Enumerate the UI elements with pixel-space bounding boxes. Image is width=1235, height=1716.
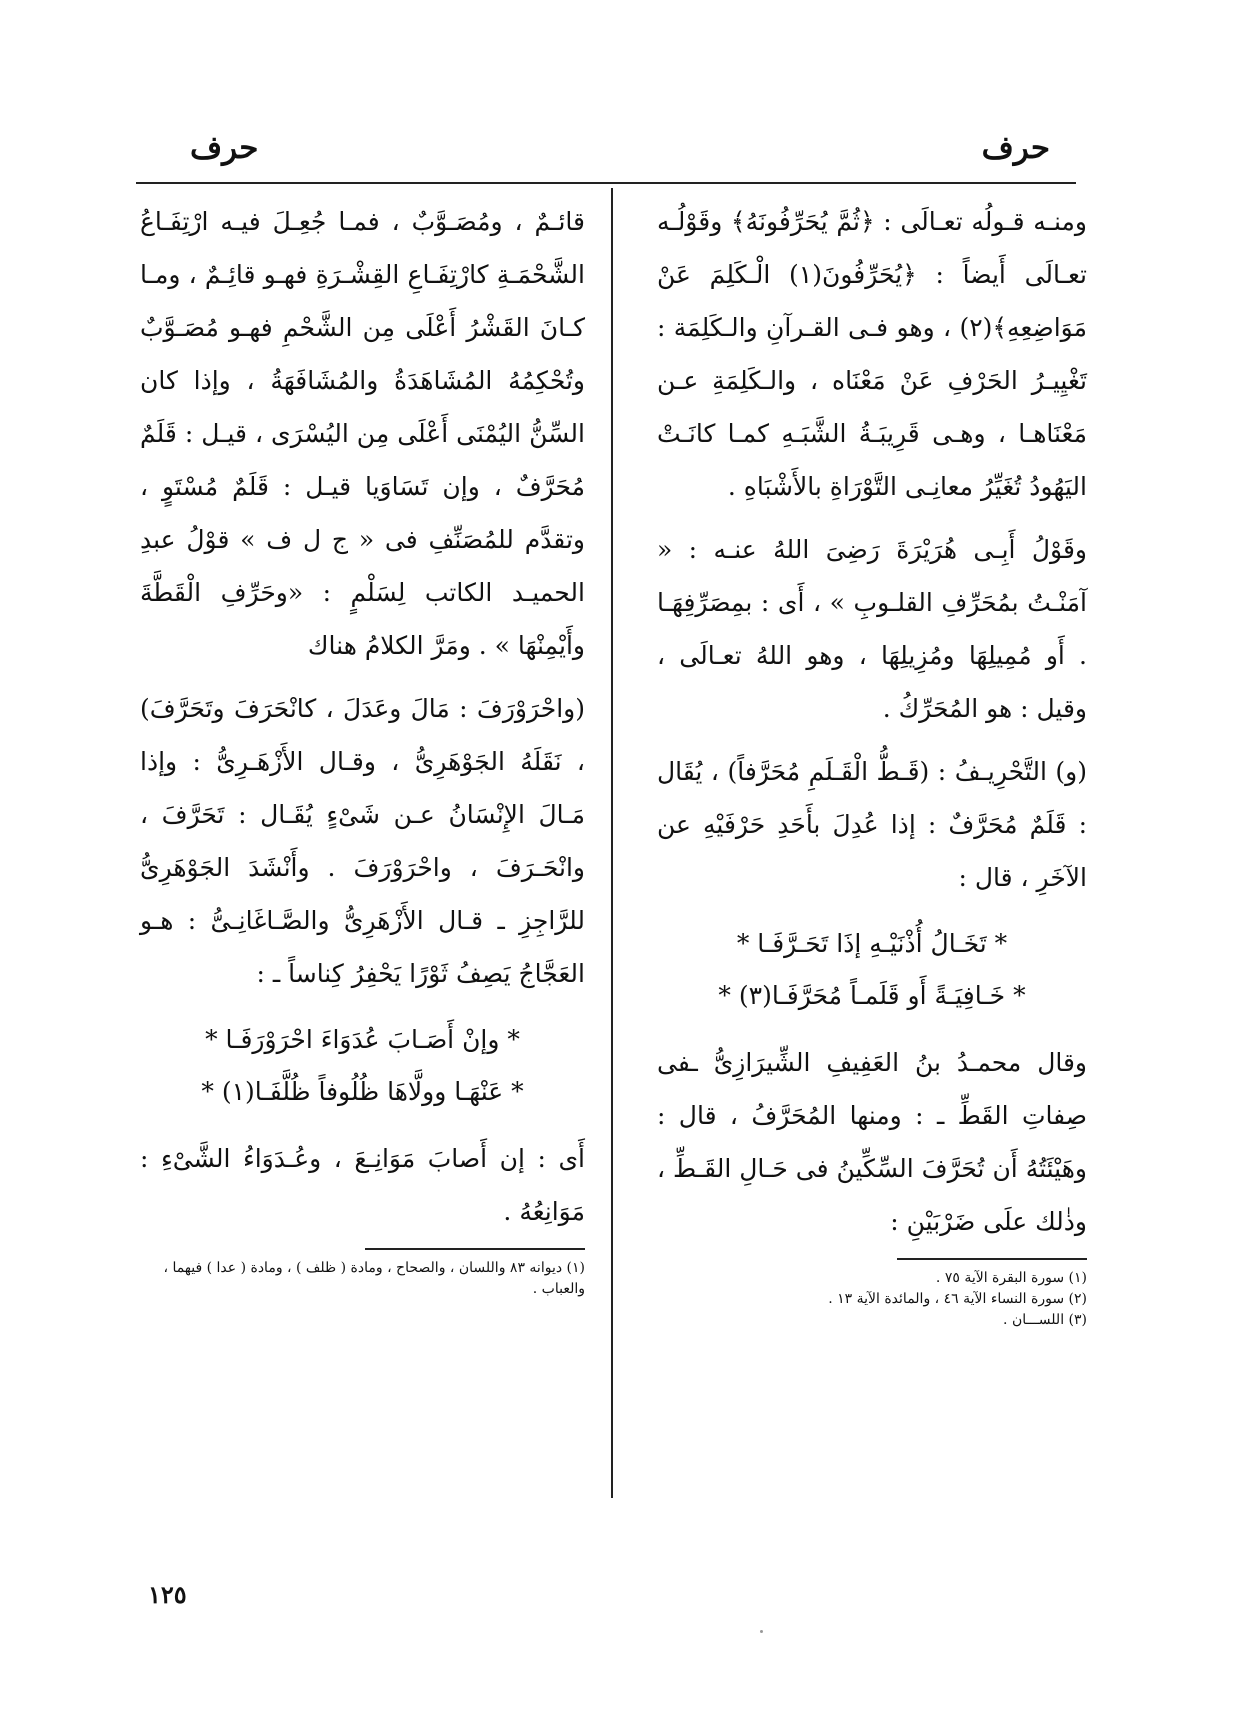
left-verse-block [140,1014,585,1118]
right-footnote-rule [897,1258,1087,1260]
left-footnote-1: (١) ديوانه ٨٣ واللسان ، والصحاح ، ومادة ( ظلف ) ، ومادة ( عدا ) فيهما ، والعباب . [163,1260,585,1297]
right-paragraph-3: (و) التَّحْرِيـفُ : (قَـطُّ الْقَـلَمِ مُحَرَّفاً) ، يُقَال : قَلَمٌ مُحَرَّفٌ : إذا عُدِلَ بأَحَدِ حَرْفَيْهِ عن الآخَرِ ، قال : [657,757,1087,892]
right-verse-line-1: * تَخَـالُ أُذْنَيْـهِ إذَا تَحَـرَّفَـا * [736,929,1008,958]
right-verse-block [657,918,1087,1022]
right-footnote-2: (٢) سورة النساء الآية ٤٦ ، والمائدة الآية ١٣ . [828,1291,1087,1307]
column-divider [611,188,613,1498]
left-column [140,195,585,1300]
running-header-right: حرف [981,130,1050,166]
left-paragraph-3: أَى : إن أَصابَ مَوَانِـعَ ، وعُـدَوَاءُ الشَّىْءِ : مَوَانِعُهُ . [140,1144,585,1226]
right-paragraph-1: ومنـه قـولُه تعـالَى : ﴿ثُمَّ يُحَرِّفُونَهُ﴾ وقَوْلُـه تعـالَى أَيضاً : ﴿يُحَرِّفُونَ(١) الْـكَلِمَ عَنْ مَوَاضِعِهِ﴾(٢) ، وهو فـى القـرآنِ والـكَلِمَة : تَغْيِيـرُ الحَرْفِ عَنْ مَعْنَاه ، والـكَلِمَةِ عـن مَعْنَاهـا ، وهـى قَرِيبَـةُ الشَّبَـهِ كمـا كانَـتْ اليَهُودُ تُغَيِّرُ معانِـى التَّوْرَاةِ بالأَشْبَاهِ . [657,207,1088,501]
left-verse-line-1: * وإنْ أَصَـابَ عُدَوَاءَ احْرَوْرَفَـا * [205,1025,520,1054]
right-footnote-3: (٣) اللســـان . [1003,1312,1087,1328]
left-verse-line-2: * عَنْهَـا وولَّاهَا ظُلُوفاً ظُلَّفَـا(١) * [201,1077,524,1106]
paper-speck [760,1630,763,1633]
left-footnote-rule [365,1248,585,1250]
right-verse-line-2: * خَـافِيَـةً أَو قَلَمـاً مُحَرَّفَـا(٣) * [718,981,1026,1010]
right-footnote-1: (١) سورة البقرة الآية ٧٥ . [935,1270,1087,1286]
running-header-left: حرف [190,130,259,166]
page-number: ١٢٥ [148,1580,187,1609]
right-paragraph-2: وقَوْلُ أَبِـى هُرَيْرَةَ رَضِىَ اللهُ عنـه : « آمَنْـتُ بمُحَرِّفِ القلـوبِ » ، أَى : بمِصَرِّفِهَـا . أَو مُمِيلِهَا ومُزِيلِهَا ، وهو اللهُ تعـالَى ، وقيل : هو المُحَرِّكُ . [657,535,1087,723]
header-rule [136,182,1076,184]
left-paragraph-2: (واحْرَوْرَفَ : مَالَ وعَدَلَ ، كانْحَرَفَ وتَحَرَّفَ) ، نَقَلَهُ الجَوْهَرِىُّ ، وقـال الأَزْهَـرِىُّ : وإذا مَـالَ الإِنْسَانُ عـن شَىْءٍ يُقَـال : تَحَرَّفَ ، وانْحَـرَفَ ، واحْرَوْرَفَ . وأَنْشَدَ الجَوْهَرِىُّ للرَّاجِزِ ـ قـال الأَزْهَرِىُّ والصَّـاغَانِـىُّ : هـو العَجَّاجُ يَصِفُ ثَوْرًا يَحْفِرُ كِناساً ـ : [140,694,585,988]
right-column [657,195,1087,1331]
left-paragraph-1: قائـمٌ ، ومُصَـوَّبٌ ، فمـا جُعِـلَ فيـه ارْتِفَـاعُ الشَّحْمَـةِ كارْتِفَـاعِ القِشْـرَةِ فهـو قائِـمٌ ، ومـا كـانَ القَشْرُ أَعْلَى مِن الشَّحْمِ فهـو مُصَـوَّبٌ وتُحْكِمُهُ المُشَاهَدَةُ والمُشَافَهَةُ ، وإذا كان السِّنُّ اليُمْنَى أَعْلَى مِن اليُسْرَى ، قيـل : قَلَمٌ مُحَرَّفٌ ، وإن تَسَاوَيا قيـل : قَلَمٌ مُسْتَوٍ ، وتقدَّم للمُصَنِّفِ فى « ج ل ف » قوْلُ عبدِ الحميـد الكاتب لِسَلْمٍ : «وحَرِّفِ الْقَطَّةَ وأَيْمِنْهَا » . ومَرَّ الكلامُ هناك [140,207,585,660]
right-paragraph-4: وقال محمـدُ بنُ العَفِيفِ الشِّيرَازِىُّ ـفى صِفاتِ القَطِّ ـ : ومنها المُحَرَّفُ ، قال : وهَيْئَتُهُ أَن تُحَرَّفَ السِّكِّينُ فى حَـالِ القَـطِّ ، وذٰلك علَى ضَرْبَيْنِ : [657,1048,1087,1236]
